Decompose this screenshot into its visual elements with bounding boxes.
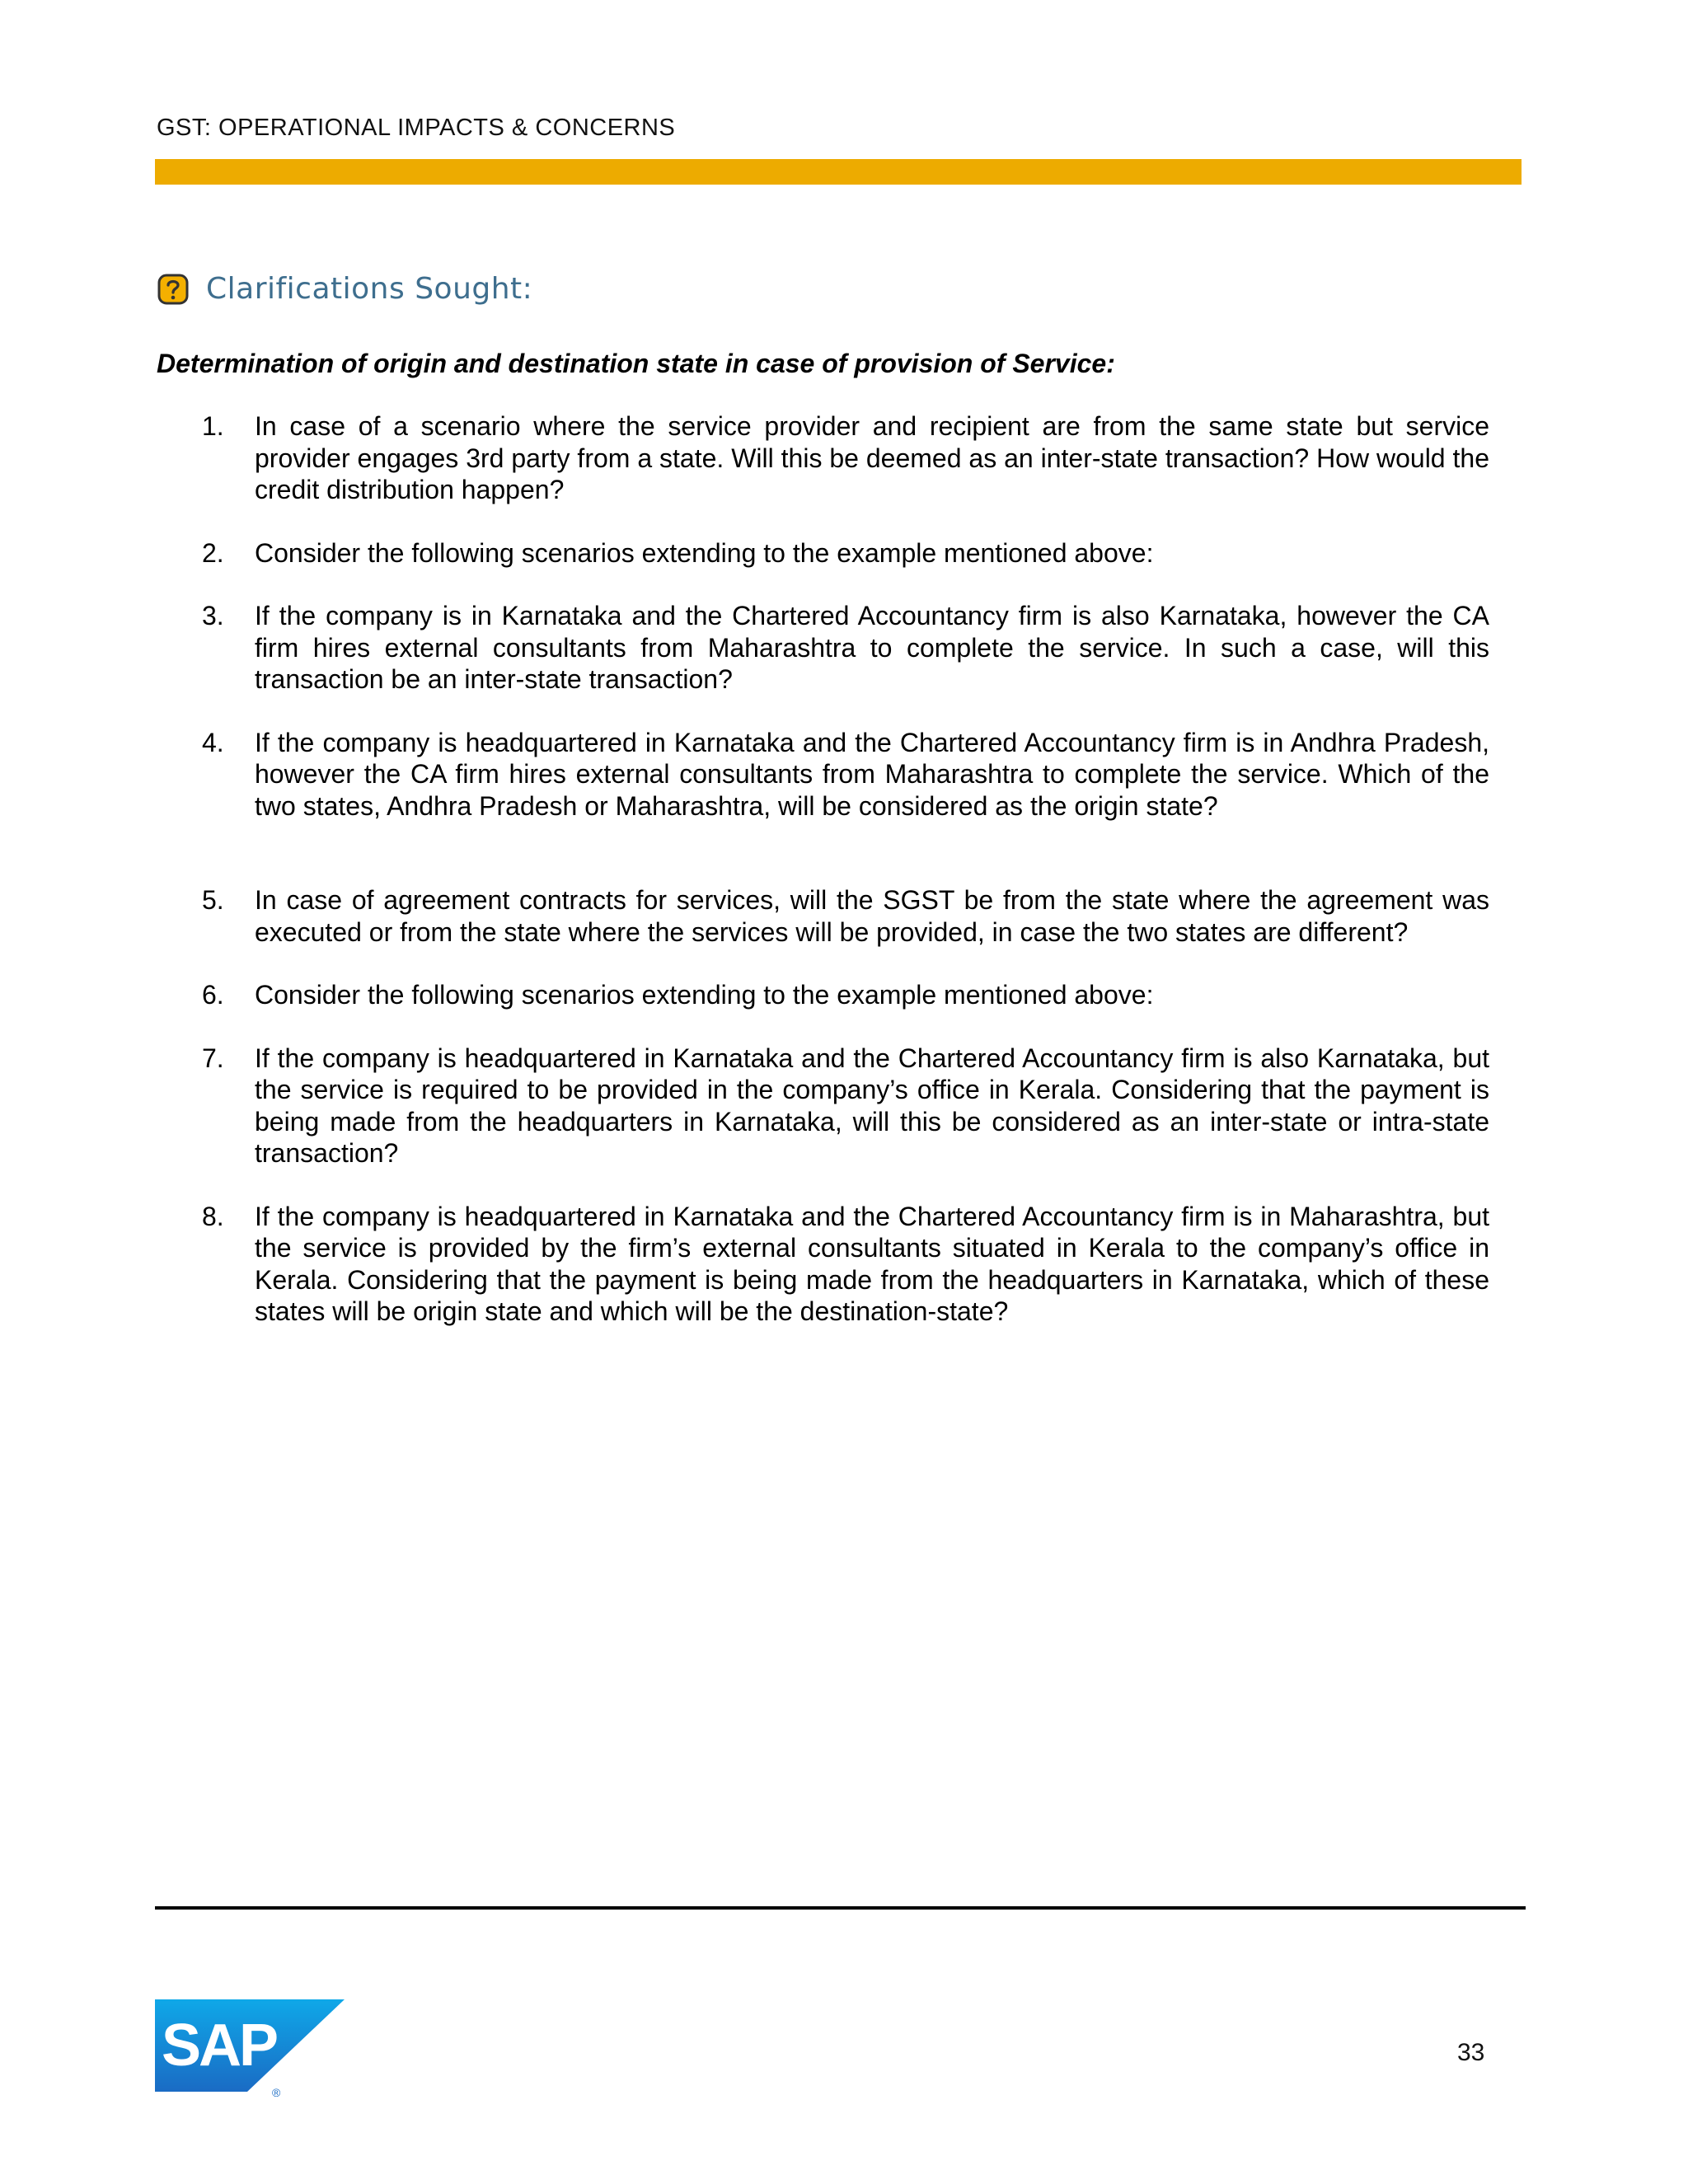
list-item-text: If the company is in Karnataka and the Chartered Accountancy firm is also Karnataka, however the CA firm hires external consultants from Maharashtra to complete the service. In such a case, will this transaction be an inter-state transaction? [255, 601, 1489, 694]
list-item [202, 537, 1489, 569]
question-list [202, 410, 1489, 1328]
list-item-number: 3. [202, 601, 224, 630]
registered-mark: ® [272, 2086, 281, 2097]
list-item-number: 5. [202, 885, 224, 915]
list-item-number: 8. [202, 1201, 224, 1231]
section-subheading: Determination of origin and destination state in case of provision of Service: [157, 349, 1115, 378]
list-item [202, 1201, 1489, 1328]
page-header-title: GST: OPERATIONAL IMPACTS & CONCERNS [157, 115, 676, 141]
list-item-number: 7. [202, 1043, 224, 1073]
list-item [202, 1043, 1489, 1169]
footer-divider [155, 1906, 1526, 1910]
list-item-text: Consider the following scenarios extending to the example mentioned above: [255, 980, 1154, 1010]
list-item-text: In case of a scenario where the service provider and recipient are from the same state but service provider engages 3rd party from a state. Will this be deemed as an inter-state transaction? How would the credit distribution happen? [255, 411, 1489, 504]
list-item-text: Consider the following scenarios extending to the example mentioned above: [255, 537, 1154, 568]
list-item-number: 4. [202, 727, 224, 757]
list-item-number: 2. [202, 537, 224, 568]
list-item-text: In case of agreement contracts for services, will the SGST be from the state where the agreement was executed or from the state where the services will be provided, in case the two states are different? [255, 885, 1489, 947]
sap-logo [155, 1999, 345, 2097]
section-heading [157, 272, 532, 306]
list-item [202, 727, 1489, 823]
list-item-text: If the company is headquartered in Karnataka and the Chartered Accountancy firm is also Karnataka, but the service is required to be provided in the company’s office in Kerala. Considering that the payment is being made from the headquarters in Karnataka, will this be considered as an inter-state or intra-state transaction? [255, 1043, 1489, 1168]
clarifications-heading: Clarifications Sought: [206, 272, 533, 306]
question-icon [157, 273, 190, 306]
list-item-text: If the company is headquartered in Karnataka and the Chartered Accountancy firm is in Andhra Pradesh, however the CA firm hires external consultants from Maharashtra to complete the service. Which of the two states, Andhra Pradesh or Maharashtra, will be considered as the origin state? [255, 727, 1489, 821]
list-item [202, 410, 1489, 506]
list-item [202, 600, 1489, 696]
list-item-text: If the company is headquartered in Karnataka and the Chartered Accountancy firm is in Maharashtra, but the service is provided by the firm’s external consultants situated in Kerala to the company’s office in Kerala. Considering that the payment is being made from the headquarters in Karnataka, which of these states will be origin state and which will be the destination-state? [255, 1201, 1489, 1326]
page-number: 33 [1457, 2039, 1485, 2066]
sap-logo-text: SAP [162, 2013, 277, 2079]
list-item [202, 884, 1489, 948]
header-accent-bar [155, 159, 1522, 185]
list-item-number: 1. [202, 411, 224, 441]
list-item [202, 979, 1489, 1011]
list-item-number: 6. [202, 980, 224, 1010]
